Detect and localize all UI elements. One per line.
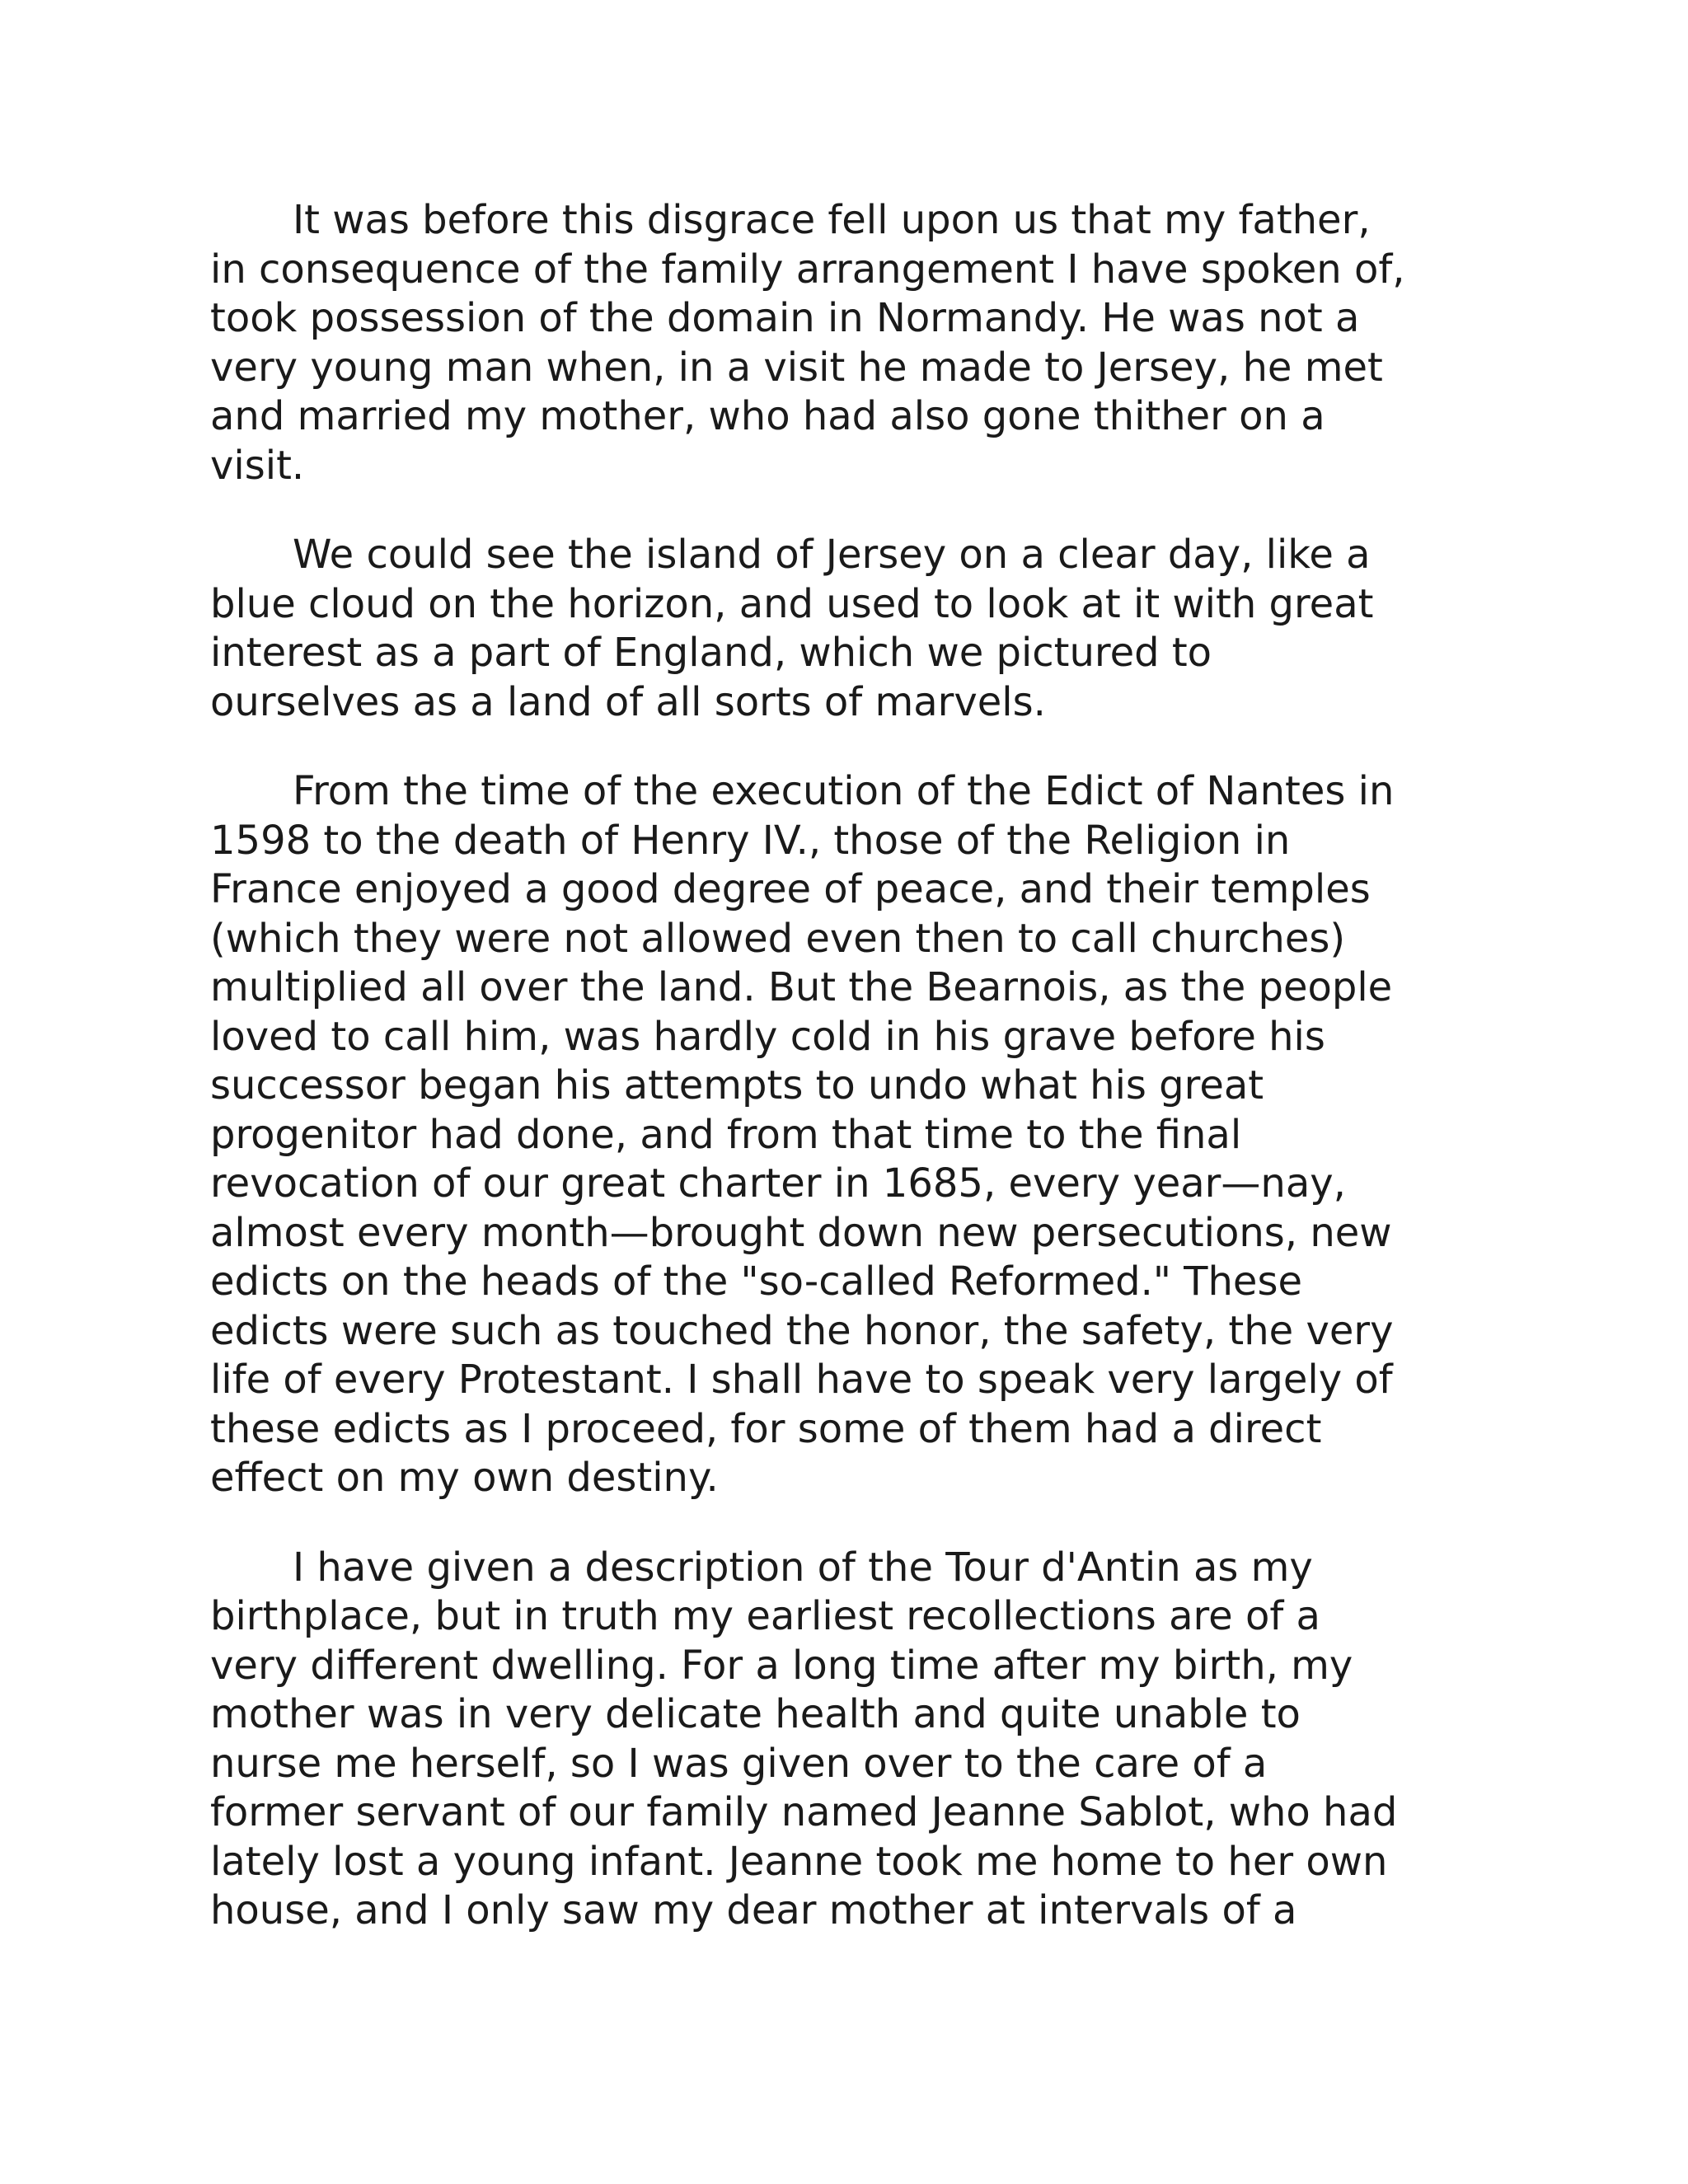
text-line: edicts on the heads of the "so-called Reformed." These [210, 1258, 1302, 1305]
text-line: almost every month—brought down new persecutions, new [210, 1209, 1392, 1256]
text-line: interest as a part of England, which we pictured to [210, 630, 1212, 676]
text-line: loved to call him, was hardly cold in his grave before his [210, 1013, 1325, 1060]
text-line: I have given a description of the Tour d'Antin as my [293, 1544, 1313, 1591]
text-line: France enjoyed a good degree of peace, and their temples [210, 866, 1371, 912]
text-line: life of every Protestant. I shall have to speak very largely of [210, 1357, 1393, 1403]
text-line: very young man when, in a visit he made to Jersey, he met [210, 344, 1383, 391]
text-line: From the time of the execution of the Edict of Nantes in [293, 768, 1395, 814]
text-line: progenitor had done, and from that time to the final [210, 1111, 1242, 1158]
text-line: It was before this disgrace fell upon us that my father, [293, 197, 1371, 243]
text-line: successor began his attempts to undo what his great [210, 1062, 1264, 1108]
text-line: took possession of the domain in Normandy. He was not a [210, 295, 1360, 341]
body-text [210, 196, 1479, 1976]
paragraph-2 [210, 531, 1479, 727]
text-line: house, and I only saw my dear mother at intervals of a [210, 1887, 1297, 1933]
text-line: birthplace, but in truth my earliest recollections are of a [210, 1593, 1320, 1639]
text-line: (which they were not allowed even then to call churches) [210, 915, 1346, 962]
text-line: and married my mother, who had also gone thither on a [210, 393, 1325, 439]
text-line: multiplied all over the land. But the Bearnois, as the people [210, 964, 1393, 1010]
text-line: nurse me herself, so I was given over to the care of a [210, 1740, 1268, 1787]
text-line: mother was in very delicate health and quite unable to [210, 1691, 1301, 1737]
text-line: very different dwelling. For a long time after my birth, my [210, 1642, 1353, 1689]
text-line: We could see the island of Jersey on a clear day, like a [293, 532, 1371, 578]
text-line: blue cloud on the horizon, and used to look at it with great [210, 580, 1374, 627]
paragraph-3 [210, 767, 1479, 1503]
text-line: revocation of our great charter in 1685, every year—nay, [210, 1160, 1346, 1207]
text-line: lately lost a young infant. Jeanne took me home to her own [210, 1838, 1388, 1885]
text-line: visit. [210, 442, 305, 489]
text-line: effect on my own destiny. [210, 1455, 719, 1501]
text-line: in consequence of the family arrangement I have spoken of, [210, 246, 1405, 293]
paragraph-4 [210, 1544, 1479, 1936]
text-line: ourselves as a land of all sorts of marvels. [210, 678, 1046, 725]
text-line: 1598 to the death of Henry IV., those of the Religion in [210, 817, 1291, 864]
text-line: edicts were such as touched the honor, the safety, the very [210, 1307, 1394, 1354]
text-line: former servant of our family named Jeanne Sablot, who had [210, 1789, 1398, 1835]
text-line: these edicts as I proceed, for some of them had a direct [210, 1405, 1322, 1452]
paragraph-1 [210, 196, 1479, 490]
